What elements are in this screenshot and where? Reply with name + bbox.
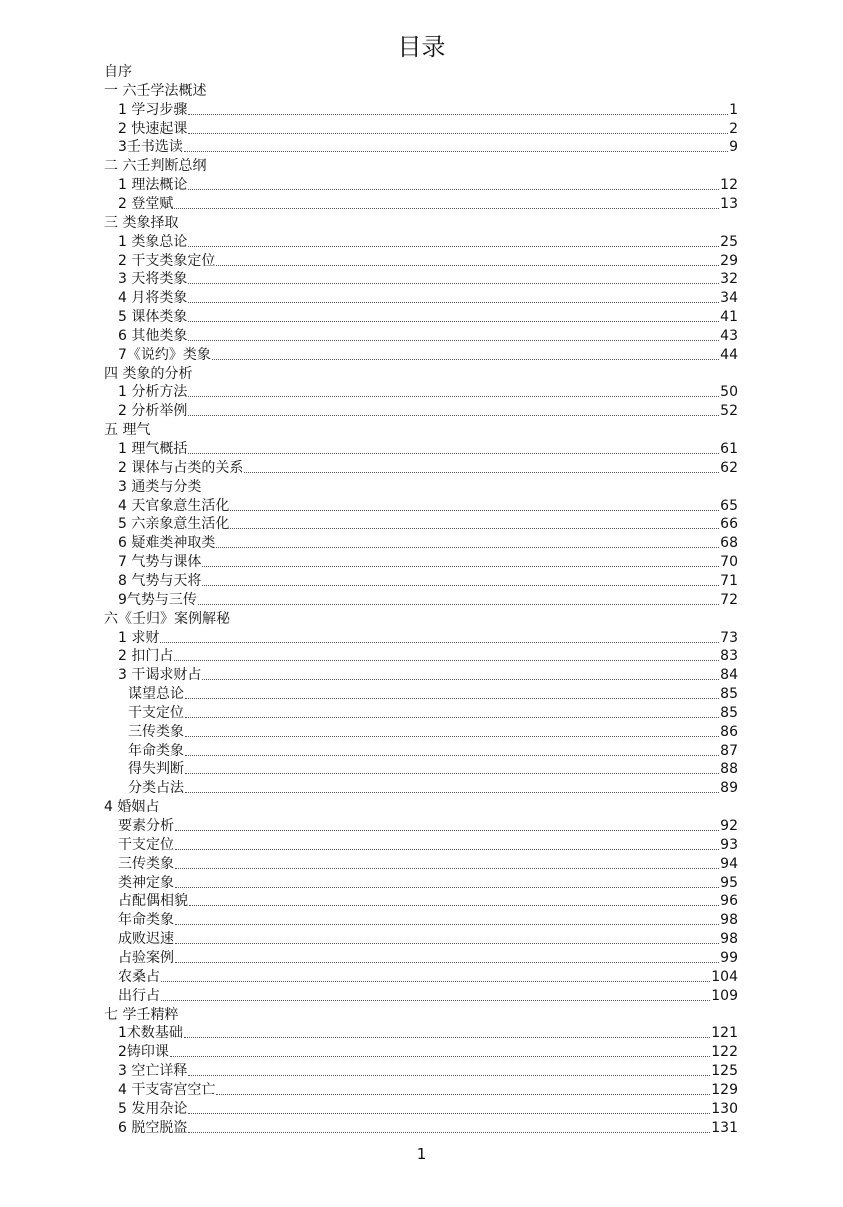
toc-entry-title: 5 发用杂论 [118, 1100, 188, 1117]
dot-leader [175, 943, 719, 944]
toc-entry-title: 9气势与三传 [118, 591, 197, 608]
toc-entry [118, 572, 738, 591]
toc-entry-page: 87 [720, 742, 738, 759]
dot-leader [185, 792, 719, 793]
dot-leader [230, 510, 719, 511]
toc-entry-title: 2 分析举例 [118, 403, 188, 420]
toc-entry-title: 干支定位 [128, 704, 184, 721]
toc-entry [118, 138, 738, 157]
toc-entry [118, 101, 738, 120]
dot-leader [202, 679, 719, 680]
toc-entry [104, 610, 230, 629]
toc-entry-title: 1 学习步骤 [118, 101, 188, 118]
toc-entry-title: 4 月将类象 [118, 290, 188, 307]
toc-entry [118, 817, 738, 836]
toc-entry-page: 109 [711, 987, 738, 1004]
dot-leader [216, 547, 719, 548]
dot-leader [174, 660, 719, 661]
toc-entry [118, 176, 738, 195]
toc-entry-page: 32 [720, 271, 738, 288]
toc-entry [118, 647, 738, 666]
toc-entry-title: 7《说约》类象 [118, 346, 211, 363]
toc-entry-title: 6 疑难类神取类 [118, 535, 216, 552]
toc-entry-title: 3 通类与分类 [118, 478, 202, 495]
toc-entry [128, 704, 738, 723]
toc-entry-title: 3 天将类象 [118, 271, 188, 288]
toc-entry [118, 892, 738, 911]
toc-entry [128, 742, 738, 761]
dot-leader [185, 755, 719, 756]
toc-entry [118, 252, 738, 271]
toc-entry [118, 949, 738, 968]
toc-entry-title: 1 类象总论 [118, 233, 188, 250]
dot-leader [185, 717, 719, 718]
toc-entry [118, 402, 738, 421]
toc-entry-title: 分类占法 [128, 780, 184, 797]
toc-entry [118, 308, 738, 327]
toc-entry-title: 1术数基础 [118, 1025, 183, 1042]
toc-entry-page: 85 [720, 686, 738, 703]
toc-entry [104, 214, 178, 233]
toc-entry-title: 二 六壬判断总纲 [104, 158, 207, 175]
dot-leader [202, 585, 719, 586]
toc-entry-title: 类神定象 [118, 874, 174, 891]
dot-leader [175, 830, 719, 831]
toc-entry-page: 129 [711, 1081, 738, 1098]
toc-entry-page: 83 [720, 648, 738, 665]
toc-entry-page: 52 [720, 403, 738, 420]
toc-entry [128, 723, 738, 742]
toc-entry-title: 年命类象 [128, 742, 184, 759]
toc-entry-title: 4 干支寄宫空亡 [118, 1081, 216, 1098]
toc-entry-title: 2铸印课 [118, 1044, 169, 1061]
toc-entry-page: 131 [711, 1119, 738, 1136]
toc-entry-title: 2 课体与占类的关系 [118, 459, 244, 476]
toc-entry [118, 289, 738, 308]
toc-entry [118, 534, 738, 553]
dot-leader [188, 114, 728, 115]
toc-entry-page: 61 [720, 441, 738, 457]
toc-entry-title: 要素分析 [118, 818, 174, 834]
toc-entry-page: 85 [720, 704, 738, 721]
toc-entry-page: 93 [720, 836, 738, 853]
toc-entry-title: 3 空亡详释 [118, 1063, 188, 1080]
toc-entry-title: 七 学壬精粹 [104, 1006, 179, 1023]
toc-entry-page: 99 [720, 949, 738, 966]
dot-leader [202, 566, 719, 567]
toc-entry [128, 685, 738, 704]
dot-leader [175, 962, 719, 963]
dot-leader [188, 1132, 710, 1133]
dot-leader [185, 736, 719, 737]
toc-entry [118, 666, 738, 685]
toc-entry-page: 122 [711, 1044, 738, 1061]
toc-entry [118, 346, 738, 365]
toc-entry-title: 5 课体类象 [118, 309, 188, 326]
dot-leader [188, 415, 719, 416]
toc-entry-title: 自序 [104, 64, 132, 80]
dot-leader [174, 208, 719, 209]
toc-entry-page: 86 [720, 723, 738, 740]
toc-entry-title: 1 理法概论 [118, 177, 188, 194]
toc-entry [118, 459, 738, 478]
toc-entry-page: 96 [720, 893, 738, 910]
toc-entry [128, 760, 738, 779]
toc-entry-page: 104 [711, 968, 738, 985]
toc-entry-page: 84 [720, 667, 738, 684]
dot-leader [188, 396, 719, 397]
toc-entry-page: 95 [720, 874, 738, 891]
dot-leader [244, 472, 719, 473]
toc-entry [104, 421, 150, 440]
dot-leader [175, 849, 719, 850]
toc-entry [128, 779, 738, 798]
dot-leader [160, 642, 719, 643]
toc-entry [118, 629, 738, 648]
toc-entry [104, 1006, 178, 1025]
toc-entry [118, 968, 738, 987]
toc-entry-page: 9 [729, 139, 738, 156]
toc-entry-title: 2 快速起课 [118, 120, 188, 137]
dot-leader [212, 359, 719, 360]
toc-entry-page: 50 [720, 384, 738, 401]
dot-leader [188, 302, 719, 303]
toc-entry-page: 43 [720, 327, 738, 344]
dot-leader [184, 1037, 710, 1038]
toc-entry [118, 1043, 738, 1062]
toc-entry-title: 2 扣门占 [118, 648, 174, 665]
toc-entry [118, 383, 738, 402]
dot-leader [170, 1056, 710, 1057]
toc-entry [104, 365, 192, 384]
toc-entry-title: 得失判断 [128, 761, 184, 778]
dot-leader [188, 340, 719, 341]
dot-leader [230, 528, 719, 529]
toc-entry-title: 5 六亲象意生活化 [118, 516, 230, 533]
toc-entry [118, 233, 738, 252]
dot-leader [161, 981, 710, 982]
toc-entry-title: 出行占 [118, 987, 160, 1004]
toc-entry-title: 占配偶相貌 [118, 893, 188, 910]
toc-entry-title: 1 理气概括 [118, 441, 188, 457]
toc-entry-page: 88 [720, 761, 738, 778]
toc-entry [118, 1081, 738, 1100]
toc-entry [118, 120, 738, 139]
toc-entry-page: 70 [720, 554, 738, 571]
toc-entry-title: 农桑占 [118, 968, 160, 985]
dot-leader [185, 773, 719, 774]
toc-entry [118, 440, 738, 459]
toc-entry [118, 478, 201, 497]
toc-entry-title: 成败迟速 [118, 931, 174, 948]
toc-entry-title: 2 干支类象定位 [118, 252, 216, 269]
toc-entry [118, 911, 738, 930]
dot-leader [175, 924, 719, 925]
toc-entry-title: 三传类象 [128, 723, 184, 740]
toc-entry-page: 71 [720, 572, 738, 589]
toc-entry-page: 121 [711, 1025, 738, 1042]
dot-leader [161, 1000, 710, 1001]
toc-entry [118, 195, 738, 214]
toc-entry-title: 3 干谒求财占 [118, 667, 202, 684]
toc-entry-page: 62 [720, 459, 738, 476]
toc-entry [118, 987, 738, 1006]
dot-leader [189, 905, 719, 906]
toc-entry-title: 2 登堂赋 [118, 195, 174, 212]
dot-leader [188, 189, 719, 190]
toc-entry [104, 798, 159, 817]
toc-entry-title: 六《壬归》案例解秘 [104, 610, 230, 627]
dot-leader [188, 246, 719, 247]
toc-entry [118, 836, 738, 855]
toc-entry-title: 谋望总论 [128, 686, 184, 703]
toc-entry-title: 4 天官象意生活化 [118, 497, 230, 514]
toc-entry-page: 12 [720, 177, 738, 194]
toc-entry-title: 三 类象择取 [104, 214, 179, 231]
toc-entry [118, 553, 738, 572]
toc-entry-title: 五 理气 [104, 422, 151, 439]
toc-entry [118, 1024, 738, 1043]
toc-entry-page: 89 [720, 780, 738, 797]
toc-entry-title: 6 其他类象 [118, 327, 188, 344]
toc-entry [118, 497, 738, 516]
toc-entry [118, 270, 738, 289]
toc-entry-title: 年命类象 [118, 912, 174, 929]
dot-leader [188, 1075, 710, 1076]
toc-entry [118, 1119, 738, 1138]
toc-entry-page: 130 [711, 1100, 738, 1117]
toc-entry [104, 82, 206, 101]
dot-leader [198, 604, 719, 605]
toc-entry-page: 44 [720, 346, 738, 363]
toc-entry-title: 1 分析方法 [118, 384, 188, 401]
toc-entry-page: 34 [720, 290, 738, 307]
dot-leader [188, 283, 719, 284]
toc-entry-title: 8 气势与天将 [118, 572, 202, 589]
toc-entry-title: 三传类象 [118, 855, 174, 872]
dot-leader [216, 265, 719, 266]
toc-entry-page: 98 [720, 931, 738, 948]
toc-entry-page: 92 [720, 818, 738, 834]
toc-entry-page: 13 [720, 195, 738, 212]
toc-entry-title: 6 脱空脱盗 [118, 1119, 188, 1136]
toc-entry [118, 327, 738, 346]
toc-entry-page: 65 [720, 497, 738, 514]
toc-entry-page: 94 [720, 855, 738, 872]
toc-entry-page: 25 [720, 233, 738, 250]
toc-entry-page: 29 [720, 252, 738, 269]
dot-leader [188, 321, 719, 322]
toc-entry-page: 73 [720, 629, 738, 646]
toc-entry [118, 591, 738, 610]
dot-leader [188, 453, 719, 454]
toc-entry [118, 1100, 738, 1119]
toc-entry-title: 3壬书选读 [118, 139, 183, 156]
toc-entry-page: 68 [720, 535, 738, 552]
toc-entry [118, 1062, 738, 1081]
toc-entry-title: 一 六壬学法概述 [104, 82, 207, 99]
dot-leader [175, 868, 719, 869]
toc-entry [118, 930, 738, 949]
dot-leader [188, 133, 728, 134]
toc-entry [118, 874, 738, 893]
dot-leader [185, 698, 719, 699]
toc-entry-title: 占验案例 [118, 949, 174, 966]
dot-leader [175, 887, 719, 888]
toc-entry [118, 515, 738, 534]
toc-entry-title: 7 气势与课体 [118, 554, 202, 571]
toc-entry-page: 2 [729, 120, 738, 137]
page-number: 1 [416, 1145, 427, 1163]
toc-entry-title: 1 求财 [118, 629, 160, 646]
dot-leader [188, 1113, 710, 1114]
toc-entry-page: 98 [720, 912, 738, 929]
toc-entry-page: 41 [720, 309, 738, 326]
toc-entry [104, 63, 132, 82]
toc-entry-title: 四 类象的分析 [104, 365, 193, 382]
dot-leader [216, 1094, 710, 1095]
toc-entry [104, 157, 206, 176]
toc-entry-title: 4 婚姻占 [104, 799, 160, 816]
dot-leader [184, 151, 728, 152]
page-title: 目录 [397, 33, 446, 61]
toc-entry-title: 干支定位 [118, 836, 174, 853]
toc-entry [118, 855, 738, 874]
toc-entry-page: 66 [720, 516, 738, 533]
toc-entry-page: 125 [711, 1063, 738, 1080]
toc-entry-page: 1 [729, 101, 738, 118]
toc-entry-page: 72 [720, 591, 738, 608]
